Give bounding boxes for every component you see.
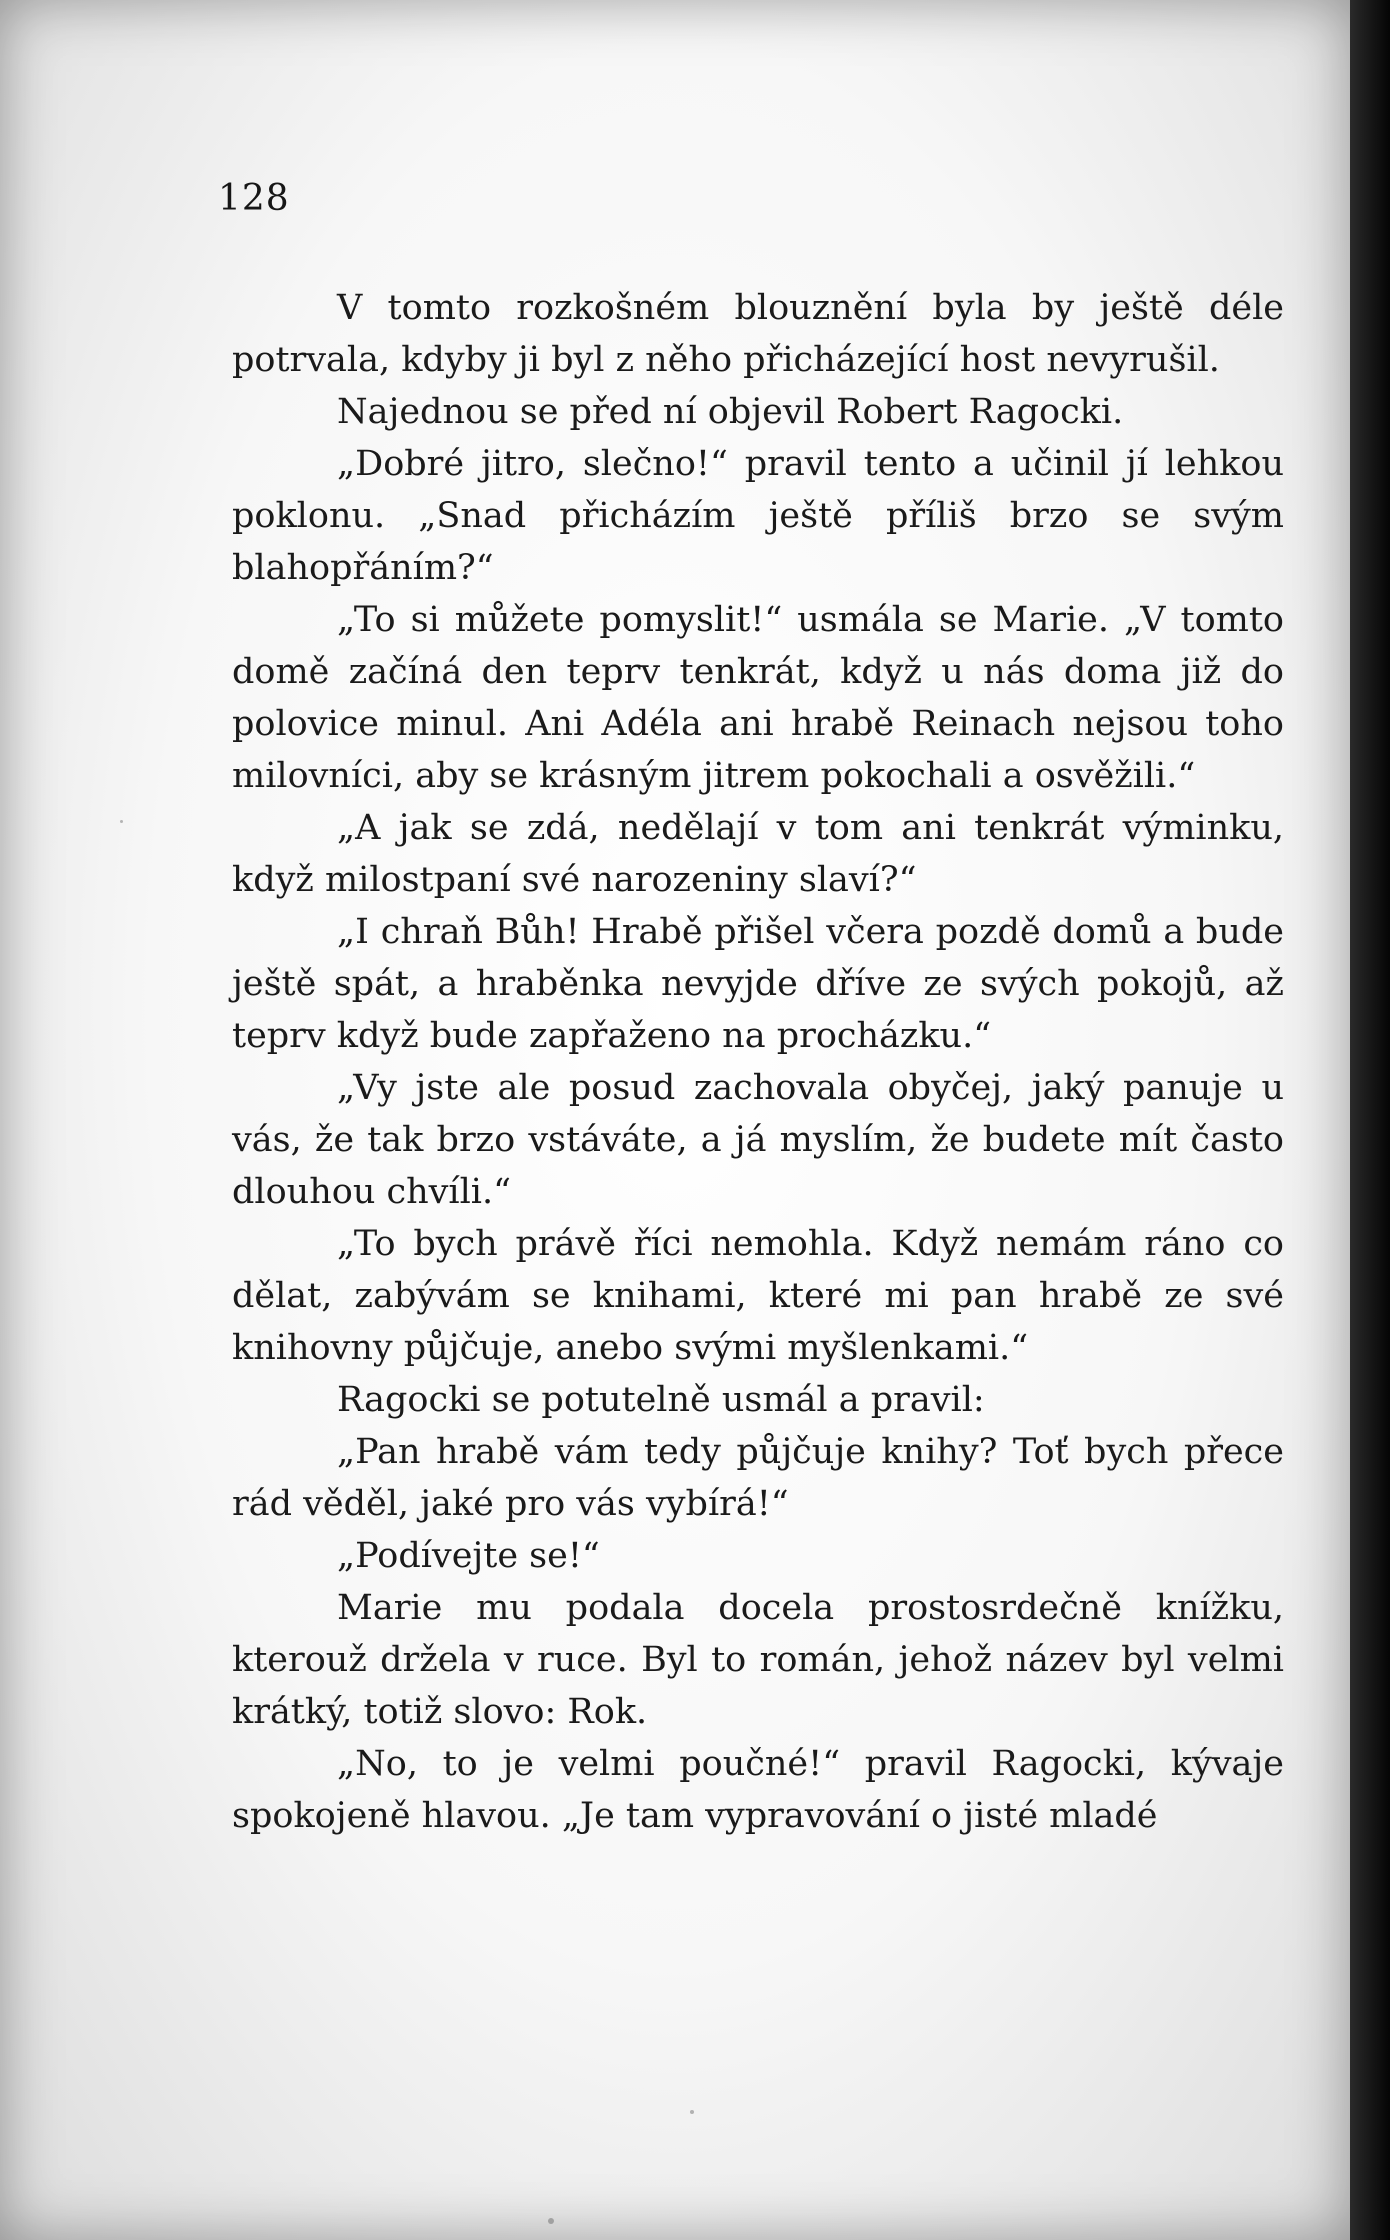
paragraph: „A jak se zdá, nedělají v tom ani tenkrát výminku, když milostpaní své narozeniny slaví?“ [232,808,1284,900]
paper-speck [690,2110,694,2114]
paragraph: „Vy jste ale posud zachovala obyčej, jaký panuje u vás, že tak brzo vstáváte, a já myslím, že budete mít často dlouhou chvíli.“ [232,1068,1284,1212]
scan-edge [1350,0,1390,2240]
paragraph: „Podívejte se!“ [337,1536,600,1576]
paragraph: „No, to je velmi poučné!“ pravil Ragocki, kývaje spokojeně hlavou. „Je tam vypravování o jisté mladé [232,1744,1284,1836]
paragraph: „Dobré jitro, slečno!“ pravil tento a učinil jí lehkou poklonu. „Snad přicházím ještě příliš brzo se svým blahopřáním?“ [232,444,1284,588]
paragraph: „Pan hrabě vám tedy půjčuje knihy? Toť bych přece rád věděl, jaké pro vás vybírá!“ [232,1432,1284,1524]
paragraph: Marie mu podala docela prostosrdečně knížku, kterouž držela v ruce. Byl to román, jehož název byl velmi krátký, totiž slovo: Rok. [232,1588,1284,1732]
body-text [232,282,1284,1842]
paragraph: „To si můžete pomyslit!“ usmála se Marie. „V tomto domě začíná den teprv tenkrát, když u nás doma již do polovice minul. Ani Adéla ani hrabě Reinach nejsou toho milovníci, aby se krásným jitrem pokochali a osvěžili.“ [232,600,1284,796]
paper-speck [120,820,123,823]
paper-speck [548,2218,554,2224]
paragraph: „To bych právě říci nemohla. Když nemám ráno co dělat, zabývám se knihami, které mi pan hrabě ze své knihovny půjčuje, anebo svými myšlenkami.“ [232,1224,1284,1368]
page-number: 128 [218,178,290,219]
paragraph: Najednou se před ní objevil Robert Ragocki. [337,392,1124,432]
paragraph: V tomto rozkošném blouznění byla by ještě déle potrvala, kdyby ji byl z něho přicházející host nevyrušil. [232,288,1284,380]
paragraph: „I chraň Bůh! Hrabě přišel včera pozdě domů a bude ještě spát, a hraběnka nevyjde dříve ze svých pokojů, až teprv když bude zapřaženo na procházku.“ [232,912,1284,1056]
paragraph: Ragocki se potutelně usmál a pravil: [337,1380,985,1420]
